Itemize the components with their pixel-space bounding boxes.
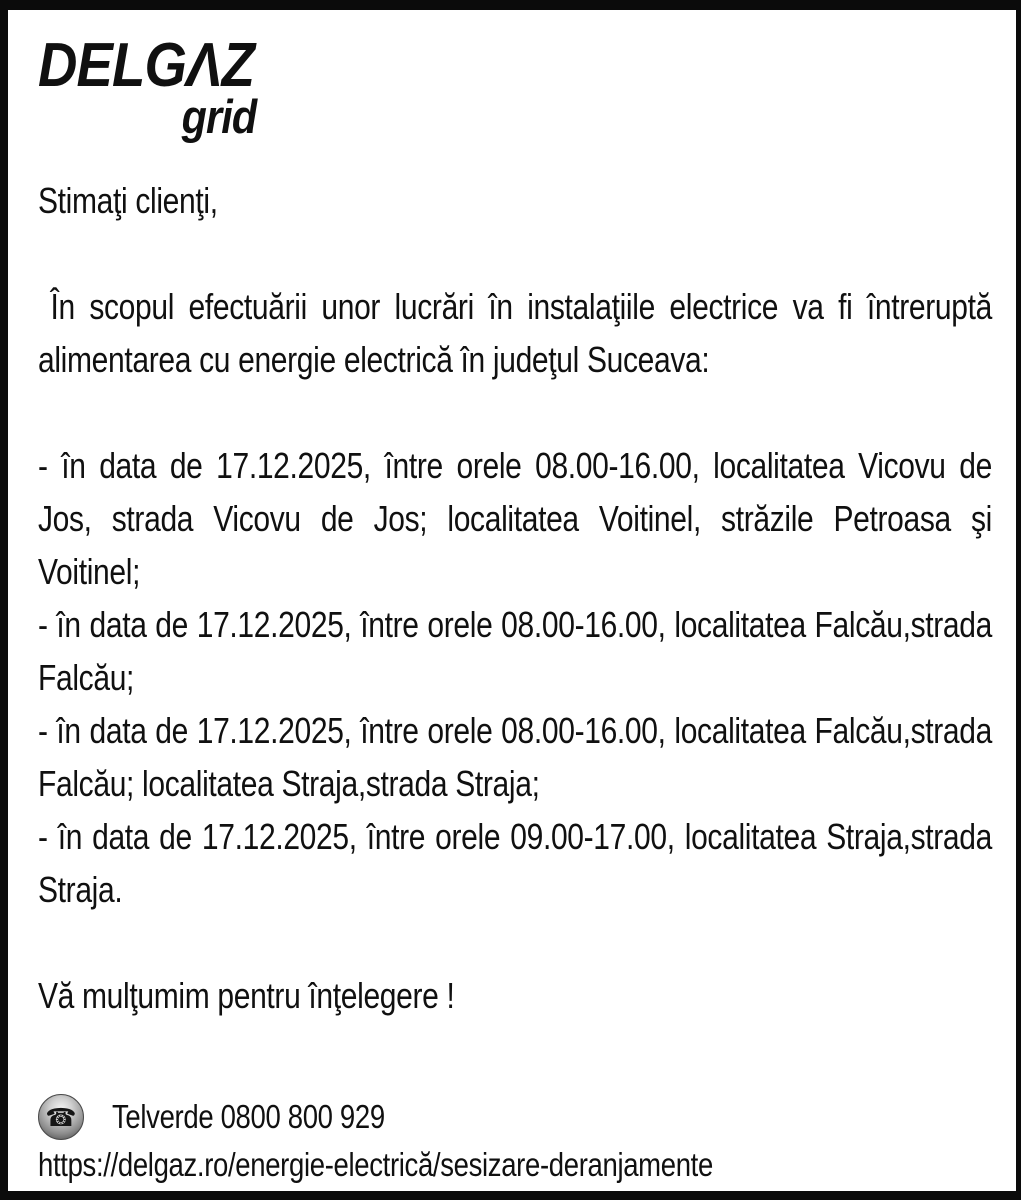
delgaz-grid-logo [38,31,269,143]
logo-brand-prefix: DELG [38,31,187,100]
outage-item-2: - în data de 17.12.2025, între orele 08.00-16.00, localitatea Falcău,strada Falcău; [38,604,992,698]
logo-brand-text [38,31,269,100]
logo-brand-suffix: Z [221,31,255,100]
outage-item-1: - în data de 17.12.2025, între orele 08.00-16.00, localitatea Vicovu de Jos, strada Vicovu de Jos; localitatea Voitinel, străzile Petroasa şi Voitinel; [38,445,992,592]
notice-body [38,174,992,1022]
website-link[interactable]: https://delgaz.ro/energie-electrică/sesizare-deranjamente [38,1145,713,1183]
greeting-text: Stimaţi clienţi, [38,180,218,221]
thanks-text: Vă mulţumim pentru înţelegere ! [38,975,455,1016]
telephone-icon [38,1094,84,1140]
telverde-phone-number: Telverde 0800 800 929 [112,1098,385,1135]
phone-row [38,1092,992,1142]
intro-paragraph: În scopul efectuării unor lucrări în instalaţiile electrice va fi întreruptă alimentarea cu energie electrică în judeţul Suceava: [38,286,992,380]
logo-stylized-a: Λ [186,31,222,100]
outage-item-3: - în data de 17.12.2025, între orele 08.00-16.00, localitatea Falcău,strada Falcău; localitatea Straja,strada Straja; [38,710,992,804]
outage-list [38,439,992,916]
outage-item-4: - în data de 17.12.2025, între orele 09.00-17.00, localitatea Straja,strada Straja. [38,816,992,910]
logo-grid-text: grid [181,90,257,143]
url-row [38,1142,992,1187]
footer [38,1092,992,1187]
telephone-glyph: ☎ [45,1102,77,1132]
